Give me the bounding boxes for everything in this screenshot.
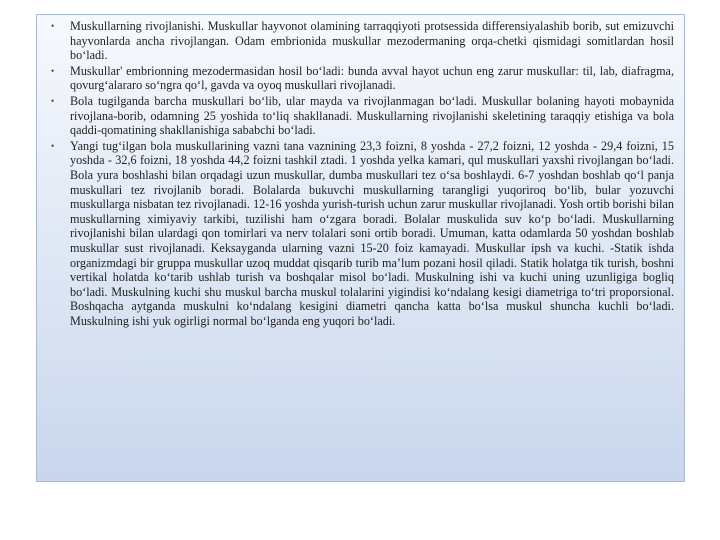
bullet-item xyxy=(51,139,674,329)
bullet-dot-icon: • xyxy=(51,140,55,151)
bullet-text: Muskullar' embrionning mezodermasidan hosil bo‘ladi: bunda avval hayot uchun eng zarur muskullar: til, lab, diafragma, qovurg‘alararo so‘ngra qo‘l, gavda va oyoq muskullari rivojlanadi. xyxy=(70,63,674,93)
bullet-text: Yangi tug‘ilgan bola muskullarining vazni tana vaznining 23,3 foizni, 8 yoshda - 27,2 foizni, 12 yoshda - 29,4 foizni, 15 yoshda - 32,6 foizni, 18 yoshda 44,2 foizni tashkil ztadi. 1 yoshda yelka kamari, qul muskullari yaxshi rivojlangan bo‘ladi. Bola yura boshlashi bilan orqadagi uzun muskullar, dumba muskullari tez o‘sa boshlaydi. 6-7 yoshdan boshlab qo‘l panja muskullari tez rivojlanib boradi. Bolalarda bukuvchi muskullarning tarangligi yuqoriroq bo‘lib, bular yozuvchi muskullarga nisbatan tez rivojlanadi. 12-16 yoshda yurish-turish uchun zarur muskullar rivojlanadi. Yosh ortib borishi bilan muskullarning ximiyaviy tarkibi, tuzilishi ham o‘zgara boradi. Bolalar muskulida suv ko‘p bo‘ladi. Muskullarning rivojlanishi bilan ulardagi qon tomirlari va nerv tolalari soni ortib boradi. Umuman, katta odamlarda 50 yoshdan boshlab muskullar sust rivojlanadi. Keksayganda ularning vazni 15-20 foiz kamayadi. Muskullar ipsh va kuchi. -Statik ishda organizmdagi bir gruppa muskullar uzoq muddat qisqarib turib ma’lum pozani hosil qiladi. Statik holatga tik turish, boshni vertikal holatda ko‘tarib ushlab turish va boshqalar misol bo‘ladi. Muskulning ishi va kuchi uning uzunligiga bogliq bo‘ladi. Muskulning kuchi shu muskul barcha muskul tolalarini yigindisi ko‘ndalang kesigi diametriga to‘tri proporsional. Boshqacha aytganda muskulni ko‘ndalang kesigini diametri qancha katta bo‘lsa muskul shuncha kuchli bo‘ladi. Muskulning ishi yuk ogirligi normal bo‘lganda eng yuqori bo‘ladi. xyxy=(70,138,674,328)
bullet-dot-icon: • xyxy=(51,21,55,31)
bullet-item xyxy=(51,19,674,63)
text-box xyxy=(36,14,685,482)
bullet-dot-icon: • xyxy=(51,65,55,76)
bullet-list xyxy=(51,19,674,328)
bullet-item xyxy=(51,94,674,138)
bullet-text: Muskullarning rivojlanishi. Muskullar hayvonot olamining tarraqqiyoti protsessida differensiyalashib borib, sut emizuvchi hayvonlarda ancha rivojlangan. Odam embrionida muskullar mezodermaning orqa-chetki qismidagi somitlardan hosil bo‘ladi. xyxy=(70,19,674,63)
bullet-text: Bola tugilganda barcha muskullari bo‘lib, ular mayda va rivojlanmagan bo‘ladi. Muskullar bolaning hayoti mobaynida rivojlana-borib, odamning 25 yoshida to‘liq shakllanadi. Muskullarning rivojlanishi skeletining taraqqiy etishiga va bola qaddi-qomatining shakllanishiga sababchi bo‘ladi. xyxy=(70,93,674,138)
bullet-item xyxy=(51,64,674,93)
bullet-dot-icon: • xyxy=(51,95,55,106)
